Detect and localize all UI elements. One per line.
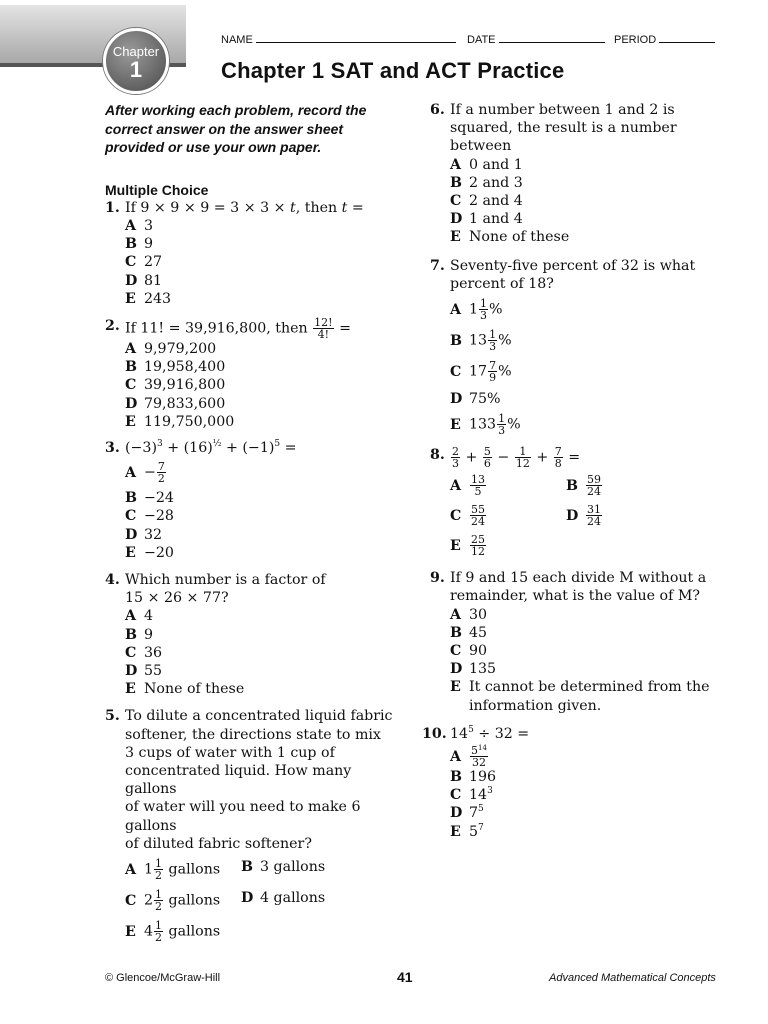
option-e: E 243	[125, 290, 172, 307]
name-label: NAME	[221, 34, 253, 46]
option-c: C 90	[450, 643, 488, 660]
option-d: D 32	[125, 526, 163, 543]
period-line	[614, 32, 715, 46]
option-a: A 3	[125, 217, 154, 234]
option-b: B $\frac{59}{24}$	[566, 473, 601, 499]
option-c: C 39,916,800	[125, 377, 226, 394]
option-d: D $7^5$	[450, 804, 484, 822]
page-number: 41	[397, 969, 413, 985]
question-10: 10. $14^5 \div 32$ = A $\frac{5^{14}}{32}$ B 196 C $14^3$ D $7^5$ E $5^7$	[430, 725, 730, 841]
option-d: D $\frac{31}{24}$	[566, 503, 601, 529]
option-d: D 79,833,600	[125, 395, 226, 412]
option-c: C 27	[125, 254, 163, 271]
question-1-stem: If 9 × 9 × 9 = 3 × 3 × t, then t =	[125, 199, 364, 216]
option-a: A 30	[450, 606, 488, 623]
right-column	[422, 101, 730, 841]
option-b: B 13 $\frac{1}{3}$ %	[450, 328, 512, 354]
option-c: C 2 and 4	[450, 193, 523, 210]
option-b: B 45	[450, 624, 488, 641]
option-d: D 1 and 4	[450, 211, 523, 228]
footer-book-title: Advanced Mathematical Concepts	[549, 972, 716, 984]
option-b: B 9	[125, 626, 154, 643]
option-b: B 2 and 3	[450, 174, 523, 191]
question-2: 2. If 11! = 39,916,800, then $\frac{12!}{4!}$ = A 9,979,200 B 19,958,400 C 39,916,800 D 79,833,600 E 119,750,000	[105, 317, 405, 431]
period-label: PERIOD	[614, 34, 657, 46]
question-6: 6. If a number between 1 and 2 is squared, the result is a number between A 0 and 1 B 2 and 3 C 2 and 4 D 1 and 4 E None of these	[430, 101, 730, 247]
left-column	[105, 101, 405, 943]
section-heading: Multiple Choice	[105, 181, 209, 198]
option-d: D 4 gallons	[241, 890, 326, 906]
instructions: After working each problem, record the correct answer on the answer sheet provided or use your own paper.	[105, 102, 367, 155]
option-a: A 1 $\frac{1}{3}$ %	[450, 297, 503, 323]
option-e: E 4 $\frac{1}{2}$ gallons	[125, 919, 221, 944]
question-9: 9. If 9 and 15 each divide M without a remainder, what is the value of M? A 30 B 45 C 90 D 135 E It cannot be determined from the information given.	[430, 569, 730, 715]
option-a: A $\frac{5^{14}}{32}$	[450, 744, 487, 770]
option-e: E 133 $\frac{1}{3}$ %	[450, 412, 521, 438]
option-a: A 4	[125, 608, 154, 625]
option-d: D 75%	[450, 391, 501, 408]
option-c: C 36	[125, 644, 163, 661]
question-10-stem: $14^5 \div 32$ =	[450, 724, 530, 742]
question-4: 4. Which number is a factor of 15 × 26 × 77? A 4 B 9 C 36 D 55 E None of these	[105, 571, 405, 698]
option-b: B −24	[125, 490, 174, 507]
option-b: B 3 gallons	[241, 859, 326, 875]
option-e: E It cannot be determined from the	[450, 679, 710, 696]
date-label: DATE	[467, 34, 496, 46]
option-b: B 19,958,400	[125, 359, 226, 376]
option-c: C 2 $\frac{1}{2}$ gallons	[125, 888, 221, 913]
option-a: A 9,979,200	[125, 340, 217, 357]
option-b: B 9	[125, 236, 154, 253]
option-d: D 81	[125, 272, 163, 289]
option-c: C −28	[125, 508, 174, 525]
option-a: A 0 and 1	[450, 156, 523, 173]
date-line	[467, 32, 605, 46]
option-c: C $14^3$	[450, 786, 493, 804]
chapter-number: 1	[129, 57, 143, 82]
question-1: 1. If 9 × 9 × 9 = 3 × 3 × t, then t = A 3 B 9 C 27 D 81 E 243	[105, 199, 405, 308]
option-e: E $\frac{25}{12}$	[450, 533, 485, 559]
name-line	[221, 32, 456, 46]
question-8: 8. $\frac{2}{3}$ + $\frac{5}{6}$ − $\frac{1}{12}$ + $\frac{7}{8}$ = A $\frac{13}{5}$ B $\frac{59}{24}$ C $\frac{55}{24}$ D $\frac{31}{24}$ E $\frac{25}{12}$	[430, 446, 730, 557]
question-7: 7. Seventy-five percent of 32 is what percent of 18? A 1 $\frac{1}{3}$ % B 13 $\frac{1}{3}$ % C 17 $\frac{7}{9}$ % D 75% E 133 $\frac{1}{3}$ %	[430, 257, 730, 437]
option-c: C $\frac{55}{24}$	[450, 503, 485, 529]
chapter-badge	[103, 28, 169, 94]
option-b: B 196	[450, 769, 497, 786]
option-e: E $5^7$	[450, 822, 484, 840]
question-2-stem: If 11! = 39,916,800, then $\frac{12!}{4!}$ =	[125, 315, 351, 341]
option-e: E None of these	[450, 229, 570, 246]
option-a: A $\frac{13}{5}$	[450, 473, 485, 499]
question-3-stem: $(-3)^3 + (16)^{\frac{1}{2}} + (-1)^5$ =	[125, 438, 297, 456]
option-e: E −20	[125, 544, 174, 561]
chapter-word: Chapter	[112, 44, 160, 59]
option-d: D 55	[125, 662, 163, 679]
question-8-stem: $\frac{2}{3}$ + $\frac{5}{6}$ − $\frac{1}{12}$ + $\frac{7}{8}$ =	[452, 445, 581, 471]
option-e: E None of these	[125, 681, 245, 698]
question-5: 5. To dilute a concentrated liquid fabric softener, the directions state to mix 3 cups of water with 1 cup of concentrated liquid. How many gallons of water will you need to make 6 gallons of diluted fabric softener? A 1 $\frac{1}{2}$ gallons B 3 gallons C 2 $\frac{1}{2}$ gallons D 4 gallons E 4 $\frac{1}{2}$ gallons	[105, 707, 405, 943]
option-a: A − $\frac{7}{2}$	[125, 460, 165, 486]
option-e: E 119,750,000	[125, 413, 235, 430]
question-3: 3. $(-3)^3 + (16)^{\frac{1}{2}} + (-1)^5$ = A − $\frac{7}{2}$ B −24 C −28 D 32 E −20	[105, 439, 405, 562]
option-a: A 1 $\frac{1}{2}$ gallons	[125, 857, 221, 882]
page-title: Chapter 1 SAT and ACT Practice	[221, 58, 565, 83]
footer-copyright: © Glencoe/McGraw-Hill	[105, 972, 221, 984]
option-d: D 135	[450, 661, 497, 678]
option-c: C 17 $\frac{7}{9}$ %	[450, 359, 512, 385]
